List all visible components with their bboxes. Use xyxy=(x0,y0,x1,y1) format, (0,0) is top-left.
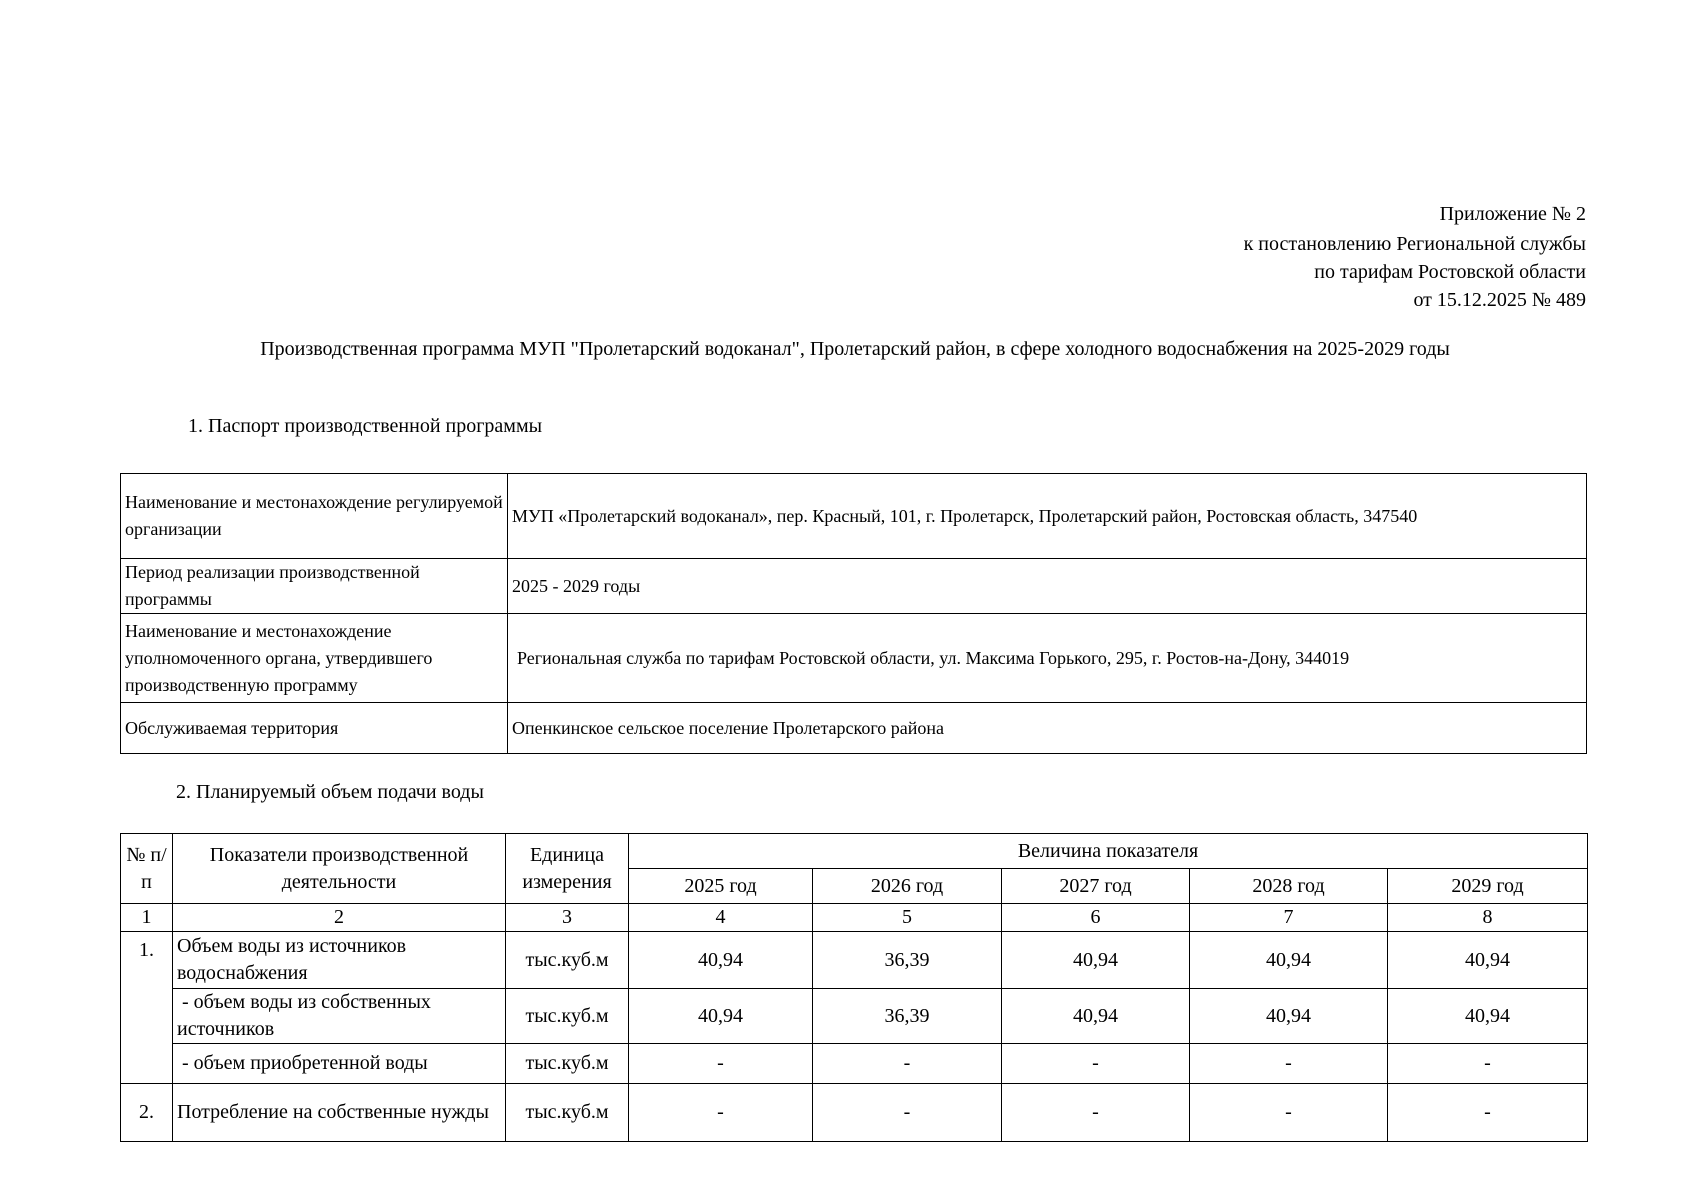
row-value: - xyxy=(813,1084,1002,1142)
row-unit: тыс.куб.м xyxy=(506,1084,629,1142)
row-value: 36,39 xyxy=(813,989,1002,1044)
passport-table xyxy=(120,473,1587,754)
header-row xyxy=(121,834,1588,869)
column-number: 6 xyxy=(1002,904,1190,932)
row-value: 40,94 xyxy=(629,932,813,989)
column-number: 2 xyxy=(173,904,506,932)
passport-label: Обслуживаемая территория xyxy=(121,703,508,754)
row-value: - xyxy=(629,1084,813,1142)
row-name: Потребление на собственные нужды xyxy=(173,1084,506,1142)
section1-heading: 1. Паспорт производственной программы xyxy=(188,415,543,437)
header-year: 2027 год xyxy=(1002,869,1190,904)
row-unit: тыс.куб.м xyxy=(506,932,629,989)
header-indicator: Показатели производственной деятельности xyxy=(173,834,506,904)
column-number: 3 xyxy=(506,904,629,932)
passport-label: Наименование и местонахождение регулируемой организации xyxy=(121,474,508,559)
passport-value: 2025 - 2029 годы xyxy=(508,559,1587,614)
header-resolution-line: к постановлению Региональной службы xyxy=(1243,233,1586,255)
row-value: - xyxy=(1190,1044,1388,1084)
header-value-group: Величина показателя xyxy=(629,834,1588,869)
header-year: 2028 год xyxy=(1190,869,1388,904)
column-number: 5 xyxy=(813,904,1002,932)
row-value: 40,94 xyxy=(1002,932,1190,989)
header-unit: Единица измерения xyxy=(506,834,629,904)
row-value: - xyxy=(1388,1044,1588,1084)
row-value: - xyxy=(1002,1044,1190,1084)
header-authority-line: по тарифам Ростовской области xyxy=(1314,261,1586,283)
section2-heading: 2. Планируемый объем подачи воды xyxy=(176,781,484,803)
row-value: - xyxy=(1190,1084,1388,1142)
row-name: - объем воды из собственных источников xyxy=(173,989,506,1044)
column-number: 4 xyxy=(629,904,813,932)
table-row xyxy=(121,932,1588,989)
row-value: 36,39 xyxy=(813,932,1002,989)
column-number: 1 xyxy=(121,904,173,932)
header-year: 2029 год xyxy=(1388,869,1588,904)
row-unit: тыс.куб.м xyxy=(506,1044,629,1084)
header-appendix-line: Приложение № 2 xyxy=(1439,203,1586,225)
row-value: 40,94 xyxy=(1002,989,1190,1044)
row-value: 40,94 xyxy=(1190,932,1388,989)
passport-row xyxy=(121,559,1587,614)
row-value: - xyxy=(629,1044,813,1084)
row-value: 40,94 xyxy=(1388,932,1588,989)
passport-value: МУП «Пролетарский водоканал», пер. Красный, 101, г. Пролетарск, Пролетарский район, Ростовская область, 347540 xyxy=(508,474,1587,559)
water-volume-table xyxy=(120,833,1588,1142)
row-name: Объем воды из источников водоснабжения xyxy=(173,932,506,989)
header-year: 2026 год xyxy=(813,869,1002,904)
row-value: - xyxy=(1388,1084,1588,1142)
table-row xyxy=(121,989,1588,1044)
row-value: 40,94 xyxy=(1190,989,1388,1044)
table-row xyxy=(121,1044,1588,1084)
header-date-line: от 15.12.2025 № 489 xyxy=(1413,289,1586,311)
row-value: 40,94 xyxy=(629,989,813,1044)
passport-value: Региональная служба по тарифам Ростовской области, ул. Максима Горького, 295, г. Ростов-на-Дону, 344019 xyxy=(508,614,1587,703)
row-name: - объем приобретенной воды xyxy=(173,1044,506,1084)
row-value: - xyxy=(1002,1084,1190,1142)
passport-row xyxy=(121,614,1587,703)
column-number: 7 xyxy=(1190,904,1388,932)
header-year: 2025 год xyxy=(629,869,813,904)
table-row xyxy=(121,1084,1588,1142)
row-num: 1. xyxy=(121,932,173,1084)
row-value: - xyxy=(813,1044,1002,1084)
row-num: 2. xyxy=(121,1084,173,1142)
header-num: № п/п xyxy=(121,834,173,904)
passport-row xyxy=(121,474,1587,559)
column-number-row xyxy=(121,904,1588,932)
passport-label: Период реализации производственной программы xyxy=(121,559,508,614)
passport-row xyxy=(121,703,1587,754)
column-number: 8 xyxy=(1388,904,1588,932)
row-value: 40,94 xyxy=(1388,989,1588,1044)
document-title: Производственная программа МУП "Пролетарский водоканал", Пролетарский район, в сфере холодного водоснабжения на 2025-2029 годы xyxy=(260,338,1450,360)
row-unit: тыс.куб.м xyxy=(506,989,629,1044)
passport-label: Наименование и местонахождение уполномоченного органа, утвердившего производственную программу xyxy=(121,614,508,703)
passport-value: Опенкинское сельское поселение Пролетарского района xyxy=(508,703,1587,754)
